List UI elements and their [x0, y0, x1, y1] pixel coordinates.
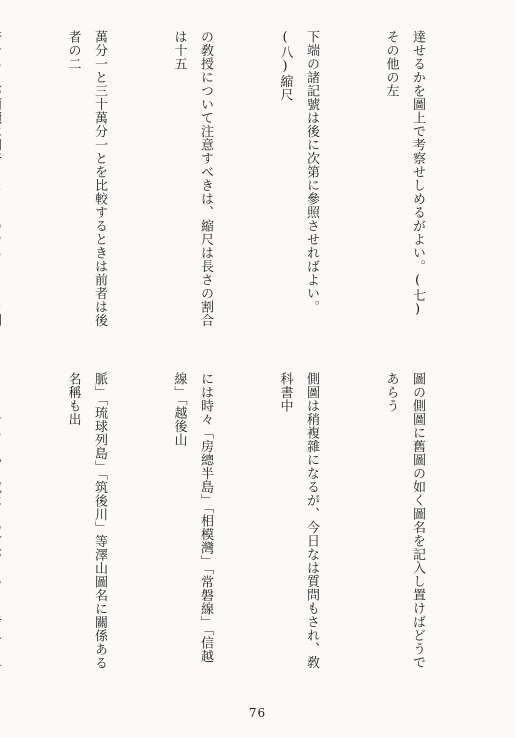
top-line: 脈」「琉球列島」「筑後川」等澤山圖名に關係ある名稱も出 — [65, 372, 107, 670]
top-line: 側圖は稍複雜になるが、今日なは質問もされ、敎科書中 — [277, 372, 319, 669]
top-line — [0, 372, 6, 680]
upper-line: 萬分一と三十萬分一とを比較するときは前者は後者の二 — [65, 30, 107, 327]
upper-column-block — [35, 30, 483, 330]
upper-line: 達せるかを圖上で考察せしめるがよい。(七)その他の左 — [383, 30, 425, 318]
lower-column-block — [35, 372, 483, 680]
upper-line: の敎授について注意すべきは、縮尺は長さの割合は十五 — [171, 30, 213, 327]
upper-line — [0, 30, 6, 330]
page-number: 76 — [248, 706, 267, 720]
upper-line: 下端の諸記號は後に次第に參照させればよい。(八)縮尺 — [277, 30, 319, 314]
top-line: 圖の側圖に舊圖の如く圖名を記入し置けばどうであらう — [383, 372, 425, 669]
top-line: には時々「房總半島」「相模灣」「常磐線」「信越線」「越後山 — [171, 372, 213, 663]
